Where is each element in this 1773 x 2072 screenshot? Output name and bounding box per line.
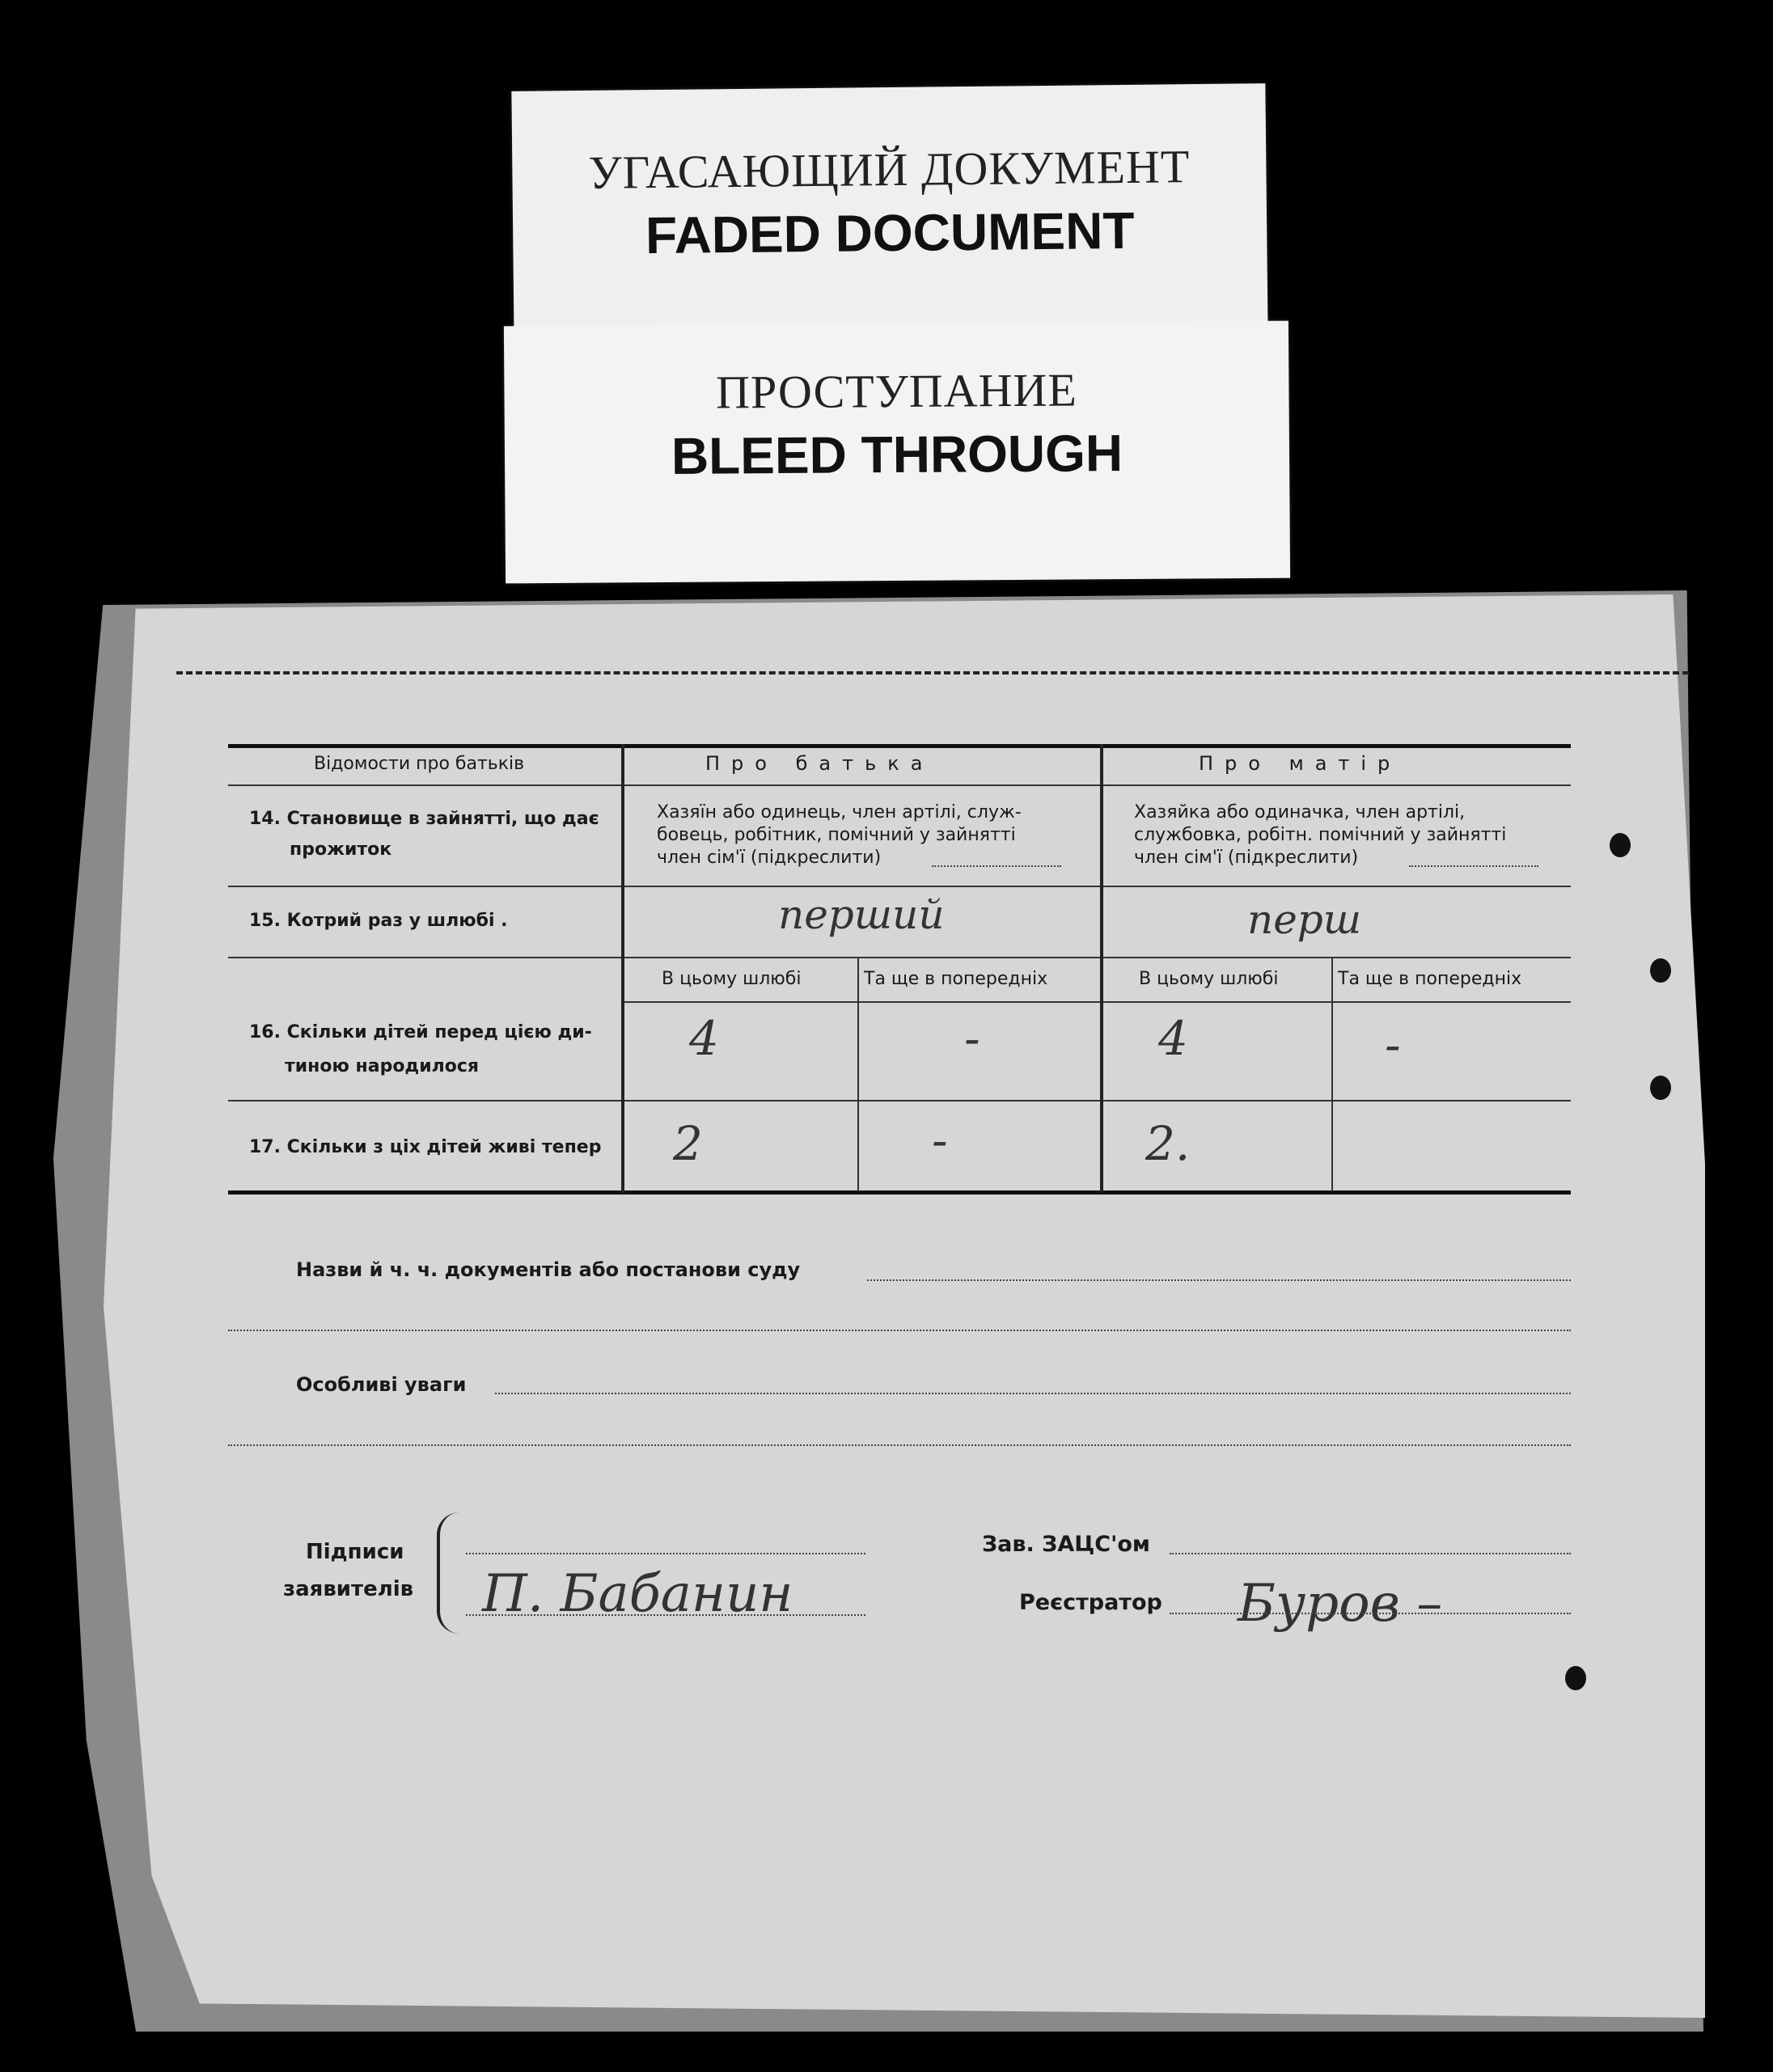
father-previous-header: Та ще в попередніх <box>864 969 1048 989</box>
documents-label: Назви й ч. ч. документів або постанови суду <box>296 1258 801 1281</box>
faded-label-ru: УГАСАЮЩИЙ ДОКУМЕНТ <box>588 140 1191 199</box>
row14-label-cont: прожиток <box>290 839 392 860</box>
applicants-label: Підписи <box>306 1540 404 1564</box>
row14-father-line2: бовець, робітник, помічний у зайнятті <box>657 825 1016 845</box>
applicant-signature-line-1 <box>466 1553 865 1554</box>
table-bottom-rule <box>228 1190 1571 1195</box>
row17-father-this: 2 <box>673 1116 703 1171</box>
bleed-through-label <box>504 321 1290 584</box>
header-father: Про батька <box>705 752 934 775</box>
row15-label: 15. Котрий раз у шлюбі . <box>249 911 508 931</box>
applicants-brace <box>437 1512 459 1634</box>
registrar-signature: Буров – <box>1238 1574 1443 1634</box>
bleed-label-en: BLEED THROUGH <box>671 424 1123 485</box>
mother-previous-header: Та ще в попередніх <box>1338 969 1522 989</box>
row14-father-line3: член сім'ї (підкреслити) <box>657 848 882 868</box>
table-top-rule <box>228 744 1571 748</box>
subheader-rule <box>621 1001 1571 1003</box>
row-rule <box>228 1100 1571 1102</box>
binder-hole <box>1565 1666 1586 1690</box>
binder-hole <box>1650 1076 1671 1100</box>
row15-father-value: перший <box>778 891 945 938</box>
registrar-label: Реєстратор <box>1019 1590 1162 1615</box>
applicant-signature-line-2 <box>466 1614 865 1616</box>
row14-father-line1: Хазяїн або одинець, член артілі, служ- <box>657 802 1022 822</box>
row-rule <box>228 957 1571 958</box>
row16-mother-this: 4 <box>1158 1011 1188 1066</box>
row16-mother-prev: - <box>1385 1017 1401 1072</box>
father-this-marriage-header: В цьому шлюбі <box>662 969 802 989</box>
column-divider <box>621 744 624 1193</box>
row16-label: 16. Скільки дітей перед цією ди- <box>249 1022 592 1042</box>
row14-mother-line2: службовка, робітн. помічний у зайнятті <box>1134 825 1507 845</box>
documents-dotline-2 <box>228 1330 1571 1331</box>
faded-document-label <box>511 83 1267 347</box>
header-rule <box>228 784 1571 786</box>
header-mother: Про матір <box>1199 752 1402 775</box>
bleed-label-ru: ПРОСТУПАНИЕ <box>715 363 1077 419</box>
applicants-label-cont: заявителів <box>283 1577 414 1601</box>
column-divider <box>1100 744 1103 1193</box>
row16-label-cont: тиною народилося <box>285 1056 480 1076</box>
faded-label-en: FADED DOCUMENT <box>645 201 1135 265</box>
header-parents-info: Відомости про батьків <box>314 754 525 774</box>
applicant-signature: П. Бабанин <box>482 1564 793 1624</box>
binder-hole <box>1650 958 1671 983</box>
row16-father-prev: - <box>964 1011 980 1066</box>
row16-father-this: 4 <box>689 1011 719 1066</box>
zags-head-line <box>1170 1553 1571 1554</box>
row15-mother-value: перш <box>1247 896 1362 943</box>
row14-label: 14. Становище в зайнятті, що дає <box>249 809 599 829</box>
row14-mother-dotline <box>1409 865 1538 867</box>
registrar-line <box>1170 1613 1571 1614</box>
row17-father-prev: - <box>932 1113 948 1168</box>
row14-father-dotline <box>932 865 1061 867</box>
row17-label: 17. Скільки з ціх дітей живі тепер <box>249 1137 602 1157</box>
column-divider <box>857 957 859 1191</box>
notes-dotline <box>495 1393 1571 1394</box>
zags-head-label: Зав. ЗАЦС'ом <box>982 1532 1150 1557</box>
row14-mother-line3: член сім'ї (підкреслити) <box>1134 848 1359 868</box>
notes-dotline-2 <box>228 1444 1571 1446</box>
row14-mother-line1: Хазяйка або одиначка, член артілі, <box>1134 802 1466 822</box>
row-rule <box>228 886 1571 887</box>
mother-this-marriage-header: В цьому шлюбі <box>1139 969 1279 989</box>
column-divider <box>1331 957 1333 1191</box>
row17-mother-this: 2. <box>1145 1116 1191 1171</box>
binder-hole <box>1610 833 1631 857</box>
perforation-line <box>176 671 1689 674</box>
notes-label: Особливі уваги <box>296 1373 467 1396</box>
documents-dotline <box>867 1279 1571 1281</box>
